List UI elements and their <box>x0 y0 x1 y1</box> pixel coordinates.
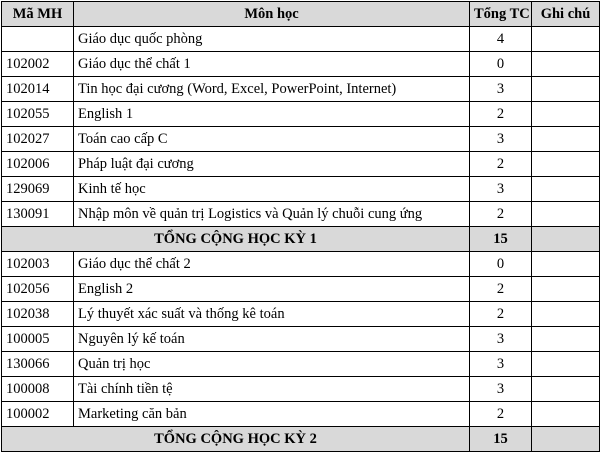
course-credits: 2 <box>470 402 532 427</box>
course-code: 102003 <box>2 252 74 277</box>
table-header-row <box>2 2 600 27</box>
course-note <box>532 27 600 52</box>
semester-1-total-note <box>532 227 600 252</box>
course-credits: 3 <box>470 127 532 152</box>
course-subject: Nguyên lý kế toán <box>74 327 470 352</box>
course-credits: 2 <box>470 202 532 227</box>
table-row <box>2 177 600 202</box>
course-code: 102056 <box>2 277 74 302</box>
table-row <box>2 202 600 227</box>
course-note <box>532 302 600 327</box>
course-subject: Toán cao cấp C <box>74 127 470 152</box>
semester-2-total-credits: 15 <box>470 427 532 452</box>
table-row <box>2 352 600 377</box>
course-subject: Marketing căn bản <box>74 402 470 427</box>
semester-1-total-label: TỔNG CỘNG HỌC KỲ 1 <box>2 227 470 252</box>
course-credits: 0 <box>470 252 532 277</box>
course-credits: 2 <box>470 277 532 302</box>
course-note <box>532 327 600 352</box>
course-code <box>2 27 74 52</box>
table-row <box>2 277 600 302</box>
course-subject: Giáo dục thể chất 2 <box>74 252 470 277</box>
table-row <box>2 327 600 352</box>
course-note <box>532 77 600 102</box>
course-subject: Nhập môn về quản trị Logistics và Quản lý chuỗi cung ứng <box>74 202 470 227</box>
course-note <box>532 52 600 77</box>
course-subject: Giáo dục quốc phòng <box>74 27 470 52</box>
course-credits: 3 <box>470 177 532 202</box>
course-code: 100002 <box>2 402 74 427</box>
course-credits: 2 <box>470 302 532 327</box>
course-credits: 4 <box>470 27 532 52</box>
table-row <box>2 402 600 427</box>
course-code: 102014 <box>2 77 74 102</box>
course-subject: Tin học đại cương (Word, Excel, PowerPoint, Internet) <box>74 77 470 102</box>
course-credits: 3 <box>470 352 532 377</box>
course-note <box>532 277 600 302</box>
course-code: 102055 <box>2 102 74 127</box>
course-code: 130066 <box>2 352 74 377</box>
course-subject: English 2 <box>74 277 470 302</box>
table-row <box>2 127 600 152</box>
table-row <box>2 252 600 277</box>
table-row <box>2 102 600 127</box>
course-code: 102038 <box>2 302 74 327</box>
table-row <box>2 377 600 402</box>
course-subject: Tài chính tiền tệ <box>74 377 470 402</box>
table-row <box>2 77 600 102</box>
course-note <box>532 402 600 427</box>
course-code: 102006 <box>2 152 74 177</box>
course-credits: 3 <box>470 327 532 352</box>
course-note <box>532 152 600 177</box>
course-note <box>532 377 600 402</box>
header-subject: Môn học <box>74 2 470 27</box>
course-subject: English 1 <box>74 102 470 127</box>
course-code: 100008 <box>2 377 74 402</box>
course-code: 130091 <box>2 202 74 227</box>
curriculum-table <box>1 1 600 452</box>
semester-1-total-credits: 15 <box>470 227 532 252</box>
course-subject: Kinh tế học <box>74 177 470 202</box>
table-row <box>2 152 600 177</box>
course-subject: Lý thuyết xác suất và thống kê toán <box>74 302 470 327</box>
course-credits: 2 <box>470 102 532 127</box>
course-credits: 2 <box>470 152 532 177</box>
course-code: 129069 <box>2 177 74 202</box>
course-note <box>532 202 600 227</box>
course-subject: Quản trị học <box>74 352 470 377</box>
semester-2-total-row <box>2 427 600 452</box>
course-credits: 0 <box>470 52 532 77</box>
semester-2-total-label: TỔNG CỘNG HỌC KỲ 2 <box>2 427 470 452</box>
semester-2-total-note <box>532 427 600 452</box>
course-credits: 3 <box>470 377 532 402</box>
header-credits: Tổng TC <box>470 2 532 27</box>
table-row <box>2 27 600 52</box>
course-note <box>532 102 600 127</box>
course-code: 102027 <box>2 127 74 152</box>
header-code: Mã MH <box>2 2 74 27</box>
course-subject: Pháp luật đại cương <box>74 152 470 177</box>
course-credits: 3 <box>470 77 532 102</box>
course-note <box>532 127 600 152</box>
table-row <box>2 52 600 77</box>
semester-1-total-row <box>2 227 600 252</box>
course-note <box>532 352 600 377</box>
course-code: 102002 <box>2 52 74 77</box>
header-note: Ghi chú <box>532 2 600 27</box>
course-note <box>532 252 600 277</box>
course-code: 100005 <box>2 327 74 352</box>
table-row <box>2 302 600 327</box>
course-note <box>532 177 600 202</box>
course-subject: Giáo dục thể chất 1 <box>74 52 470 77</box>
